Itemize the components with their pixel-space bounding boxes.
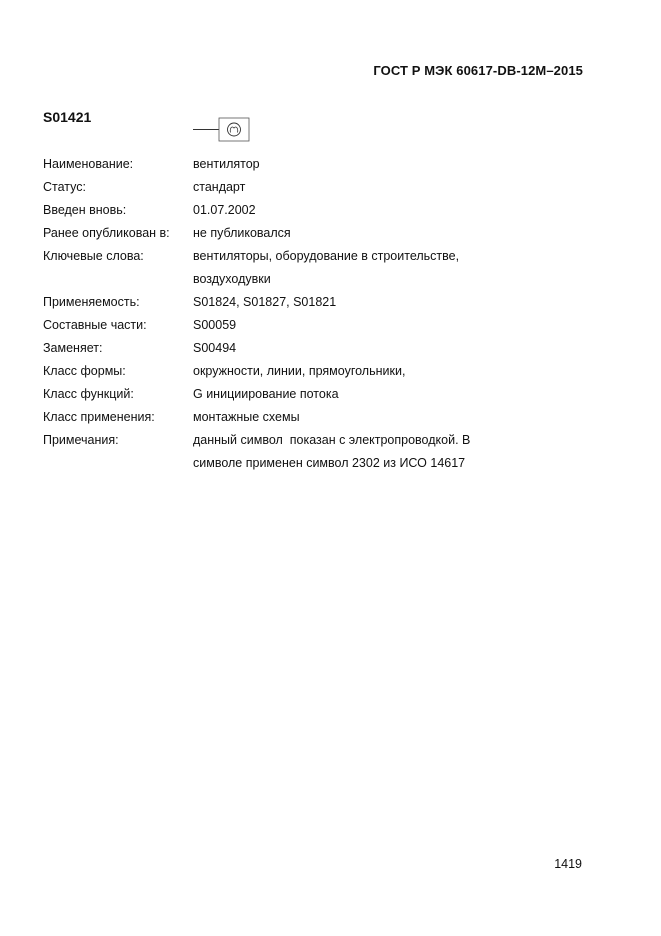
field-label: Статус: xyxy=(43,180,86,194)
field-row xyxy=(43,429,543,475)
field-row xyxy=(43,176,543,199)
field-value-continuation: воздуходувки xyxy=(193,272,271,286)
symbol-code: S01421 xyxy=(43,109,92,125)
page-number: 1419 xyxy=(554,857,582,871)
field-label: Заменяет: xyxy=(43,341,103,355)
field-row xyxy=(43,291,543,314)
field-row xyxy=(43,383,543,406)
field-value: данный символ показан с электропроводкой. В xyxy=(193,433,471,447)
field-row xyxy=(43,222,543,245)
field-label: Класс формы: xyxy=(43,364,126,378)
field-value: S00494 xyxy=(193,341,237,355)
field-label: Класс функций: xyxy=(43,387,134,401)
field-value: G инициирование потока xyxy=(193,387,339,401)
field-value: S00059 xyxy=(193,318,237,332)
field-label: Наименование: xyxy=(43,157,134,171)
fan-symbol-icon xyxy=(193,117,253,143)
field-value: вентилятор xyxy=(193,157,260,171)
field-row xyxy=(43,245,543,291)
field-label: Ключевые слова: xyxy=(43,249,144,263)
field-value: вентиляторы, оборудование в строительстве, xyxy=(193,249,460,263)
field-list xyxy=(43,153,543,475)
field-row xyxy=(43,406,543,429)
field-value: стандарт xyxy=(193,180,246,194)
field-label: Примечания: xyxy=(43,433,119,447)
field-label: Введен вновь: xyxy=(43,203,127,217)
field-row xyxy=(43,337,543,360)
field-value: S01824, S01827, S01821 xyxy=(193,295,337,309)
standard-designation: ГОСТ Р МЭК 60617-DB-12M–2015 xyxy=(373,63,583,78)
field-value: окружности, линии, прямоугольники, xyxy=(193,364,406,378)
field-label: Применяемость: xyxy=(43,295,140,309)
field-row xyxy=(43,199,543,222)
field-row xyxy=(43,314,543,337)
field-label: Ранее опубликован в: xyxy=(43,226,170,240)
field-row xyxy=(43,360,543,383)
field-value: не публиковался xyxy=(193,226,291,240)
field-value: 01.07.2002 xyxy=(193,203,256,217)
field-value-continuation: символе применен символ 2302 из ИСО 14617 xyxy=(193,456,466,470)
field-row xyxy=(43,153,543,176)
field-label: Составные части: xyxy=(43,318,147,332)
field-value: монтажные схемы xyxy=(193,410,300,424)
field-label: Класс применения: xyxy=(43,410,155,424)
